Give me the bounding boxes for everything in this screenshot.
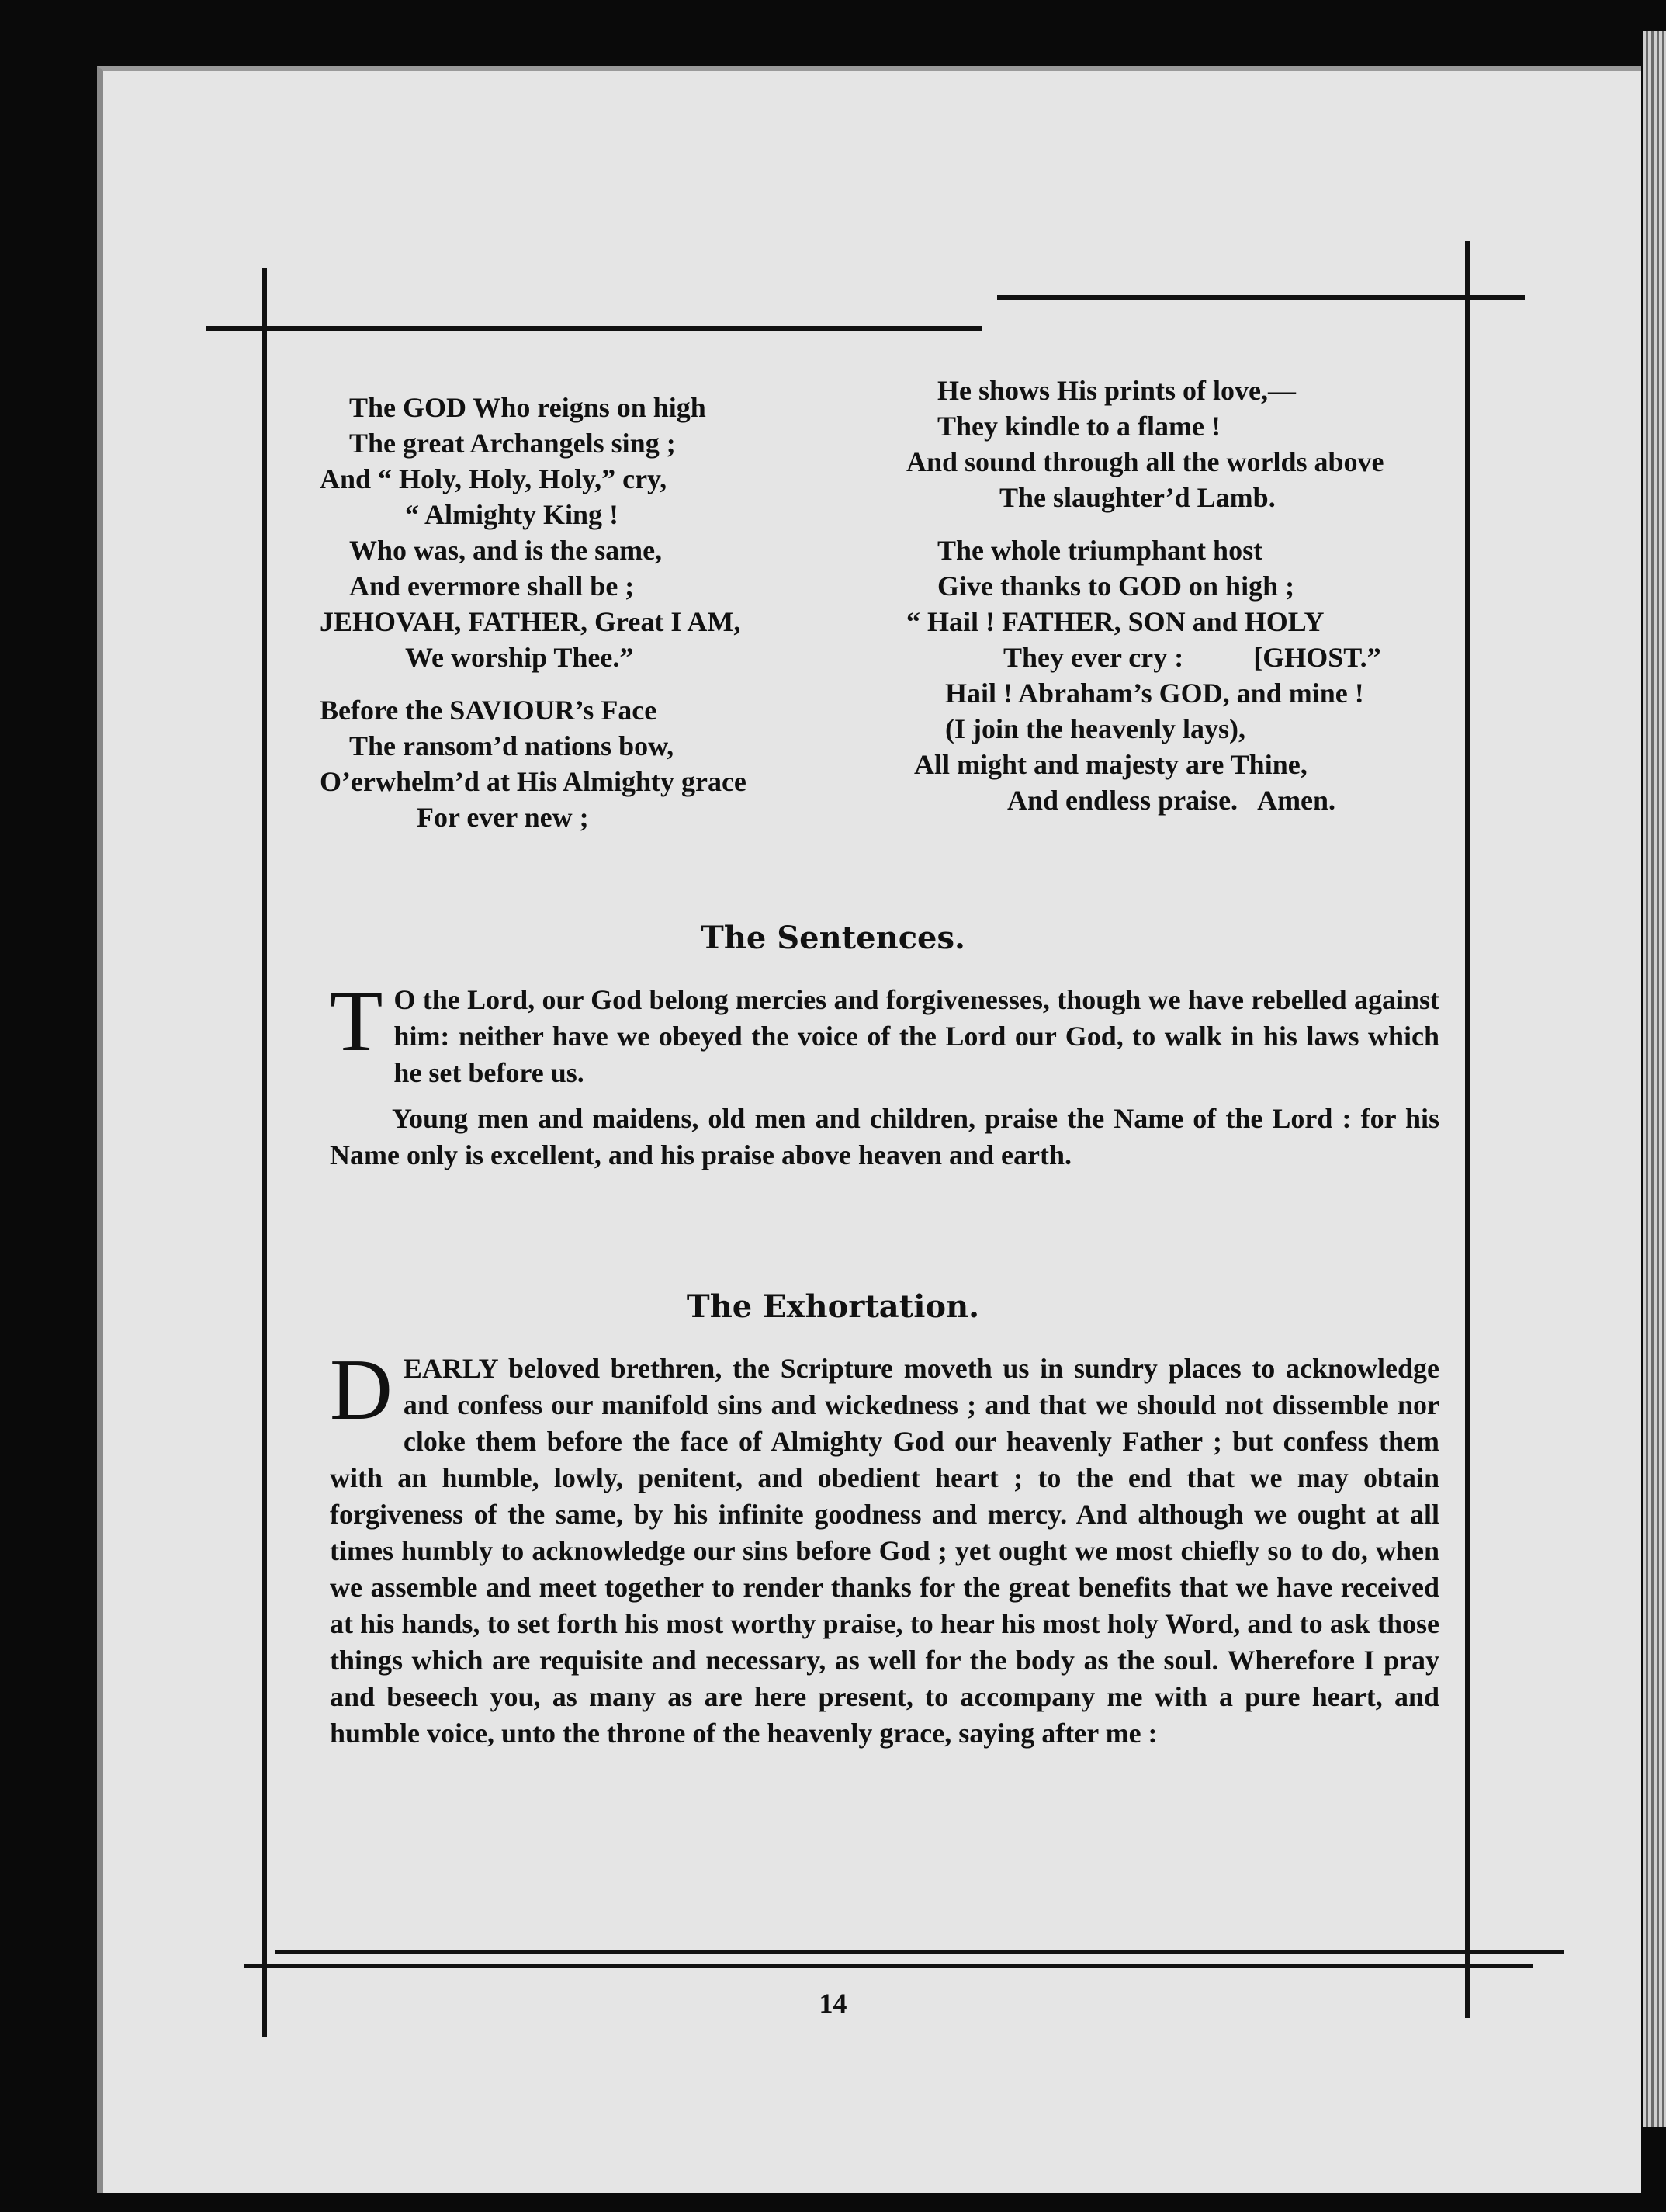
frame-bottom-rule-upper — [275, 1950, 1564, 1954]
verse-line: “ Almighty King ! — [405, 499, 619, 530]
stanza-gap — [320, 675, 746, 692]
sentences-paragraph-1-text: O the Lord, our God belong mercies and forgivenesses, though we have rebelled against him: neither have we obeyed the voice of the Lord our God, to walk in his laws which he set before us. — [393, 984, 1439, 1088]
sentences-paragraph-1 — [330, 973, 1439, 1091]
frame-right-rule — [1465, 241, 1470, 2018]
verse-line: The great Archangels sing ; — [349, 428, 676, 459]
verse-line: The ransom’d nations bow, — [349, 730, 674, 761]
verse-line: And “ Holy, Holy, Holy,” cry, — [320, 463, 667, 494]
verse-line: They kindle to a flame ! — [937, 411, 1221, 442]
frame-top-rule-right — [997, 295, 1525, 300]
stanza-gap — [906, 515, 1384, 532]
page-number: 14 — [819, 1988, 847, 2019]
hymn-left-column — [320, 390, 746, 835]
verse-line: And endless praise. Amen. — [1007, 785, 1336, 816]
verse-line: He shows His prints of love,— — [937, 375, 1297, 406]
verse-line: All might and majesty are Thine, — [914, 749, 1308, 780]
verse-line: The GOD Who reigns on high — [349, 392, 706, 423]
exhortation-paragraph — [330, 1342, 1439, 1752]
verse-line: They ever cry : [GHOST.” — [1003, 642, 1381, 673]
frame-bottom-rule-lower — [244, 1964, 1533, 1968]
verse-line: And sound through all the worlds above — [906, 446, 1384, 477]
exhortation-paragraph-text: EARLY beloved brethren, the Scripture moveth us in sundry places to acknowledge and confess our manifold sins and wickedness ; and that we should not dissemble nor cloke them before the face of Almighty God our heavenly Father ; but confess them with an humble, lowly, penitent, and obedient heart ; to the end that we may obtain forgiveness of the same, by his infinite goodness and mercy. And although we ought at all times humbly to acknowledge our sins before God ; yet ought we most chiefly so to do, when we assemble and meet together to render thanks for the great benefits that we have received at his hands, to set forth his most worthy praise, to hear his most holy Word, and to ask those things which are requisite and necessary, as well for the body as the soul. Wherefore I pray and beseech you, as many as are here present, to accompany me with a pure heart, and humble voice, unto the throne of the heavenly grace, saying after me : — [330, 1353, 1439, 1749]
verse-line: (I join the heavenly lays), — [945, 713, 1245, 744]
sentences-text — [330, 973, 1439, 1174]
verse-line: We worship Thee.” — [405, 642, 634, 673]
verse-line: Hail ! Abraham’s GOD, and mine ! — [945, 678, 1364, 709]
exhortation-heading: The Exhortation. — [686, 1288, 980, 1325]
verse-line: O’erwhelm’d at His Almighty grace — [320, 766, 746, 797]
verse-line: JEHOVAH, FATHER, Great I AM, — [320, 606, 741, 637]
page-edge-strip — [1643, 31, 1666, 2127]
sentences-heading: The Sentences. — [701, 920, 965, 956]
sentences-paragraph-2: Young men and maidens, old men and children, praise the Name of the Lord : for his Name only is excellent, and his praise above heaven and earth. — [330, 1103, 1439, 1170]
exhortation-text — [330, 1342, 1439, 1752]
verse-line: Give thanks to GOD on high ; — [937, 570, 1295, 602]
drop-cap: T — [330, 973, 383, 1070]
verse-line: Before the SAVIOUR’s Face — [320, 695, 657, 726]
verse-line: The whole triumphant host — [937, 535, 1263, 566]
drop-cap: D — [330, 1342, 393, 1438]
verse-line: And evermore shall be ; — [349, 570, 635, 602]
verse-line: For ever new ; — [417, 802, 589, 833]
verse-line: The slaughter’d Lamb. — [999, 482, 1276, 513]
frame-top-rule-left — [206, 326, 982, 331]
frame-left-rule — [262, 268, 267, 2037]
hymn-right-column — [906, 373, 1384, 818]
verse-line: “ Hail ! FATHER, SON and HOLY — [906, 606, 1325, 637]
verse-line: Who was, and is the same, — [349, 535, 663, 566]
